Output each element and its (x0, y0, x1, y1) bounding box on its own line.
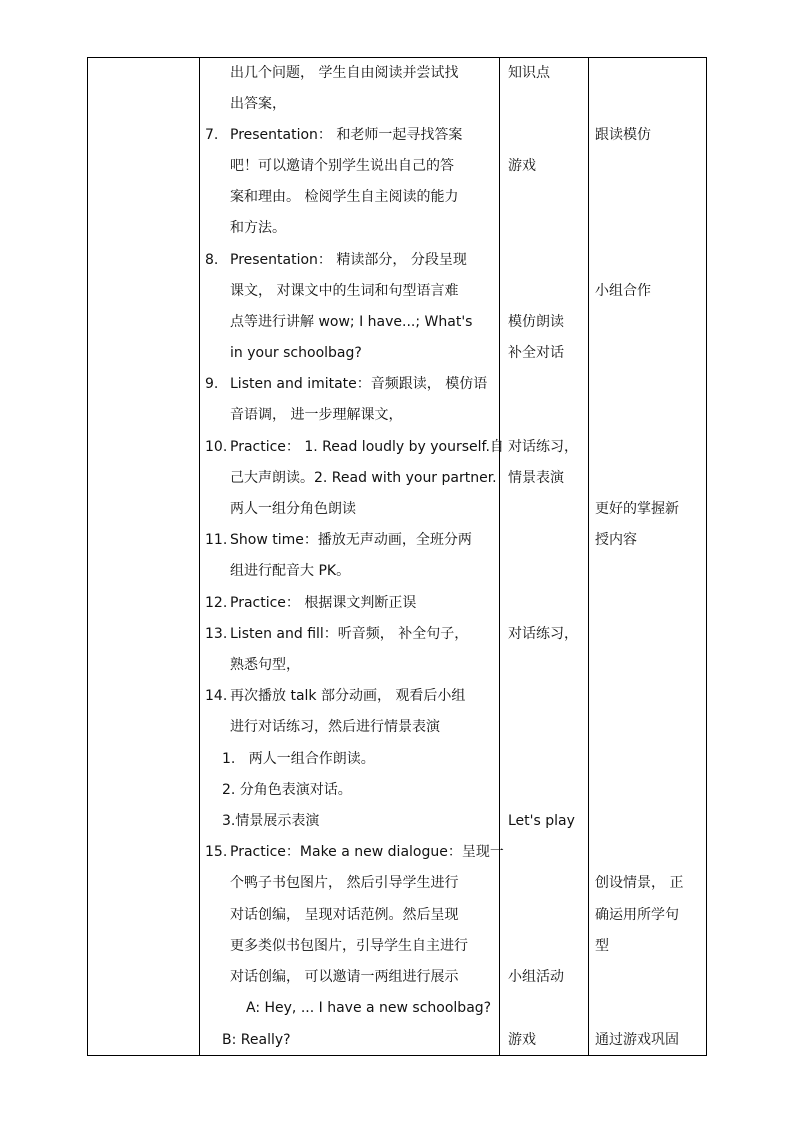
process-line: 再次播放 talk 部分动画， 观看后小组 (230, 688, 466, 704)
process-line: 对话创编， 可以邀请一两组进行展示 (230, 969, 459, 985)
process-subitem: 1. 两人一组合作朗读。 (222, 751, 375, 767)
column-divider (199, 58, 200, 1055)
process-line: 进行对话练习，然后进行情景表演 (230, 719, 440, 735)
step-number: 15. (205, 844, 228, 860)
process-line: Presentation： 精读部分， 分段呈现 (230, 252, 467, 268)
process-line: 课文， 对课文中的生词和句型语言难 (230, 283, 459, 299)
step-number: 7. (205, 127, 219, 143)
column-divider (499, 58, 500, 1055)
process-line: Listen and imitate：音频跟读， 模仿语 (230, 376, 488, 392)
process-line: in your schoolbag? (230, 345, 362, 361)
purpose-line: 型 (595, 938, 609, 954)
process-line: 更多类似书包图片，引导学生自主进行 (230, 938, 468, 954)
step-number: 10. (205, 439, 228, 455)
process-line: 案和理由。 检阅学生自主阅读的能力 (230, 189, 459, 205)
activity-line: 游戏 (508, 158, 536, 174)
purpose-line: 创设情景， 正 (595, 875, 684, 891)
process-subitem: 3.情景展示表演 (222, 813, 320, 829)
process-line: 熟悉句型， (230, 657, 300, 673)
purpose-line: 更好的掌握新 (595, 501, 679, 517)
activity-line: 对话练习， (508, 626, 578, 642)
activity-line: Let's play (508, 813, 575, 829)
step-number: 8. (205, 252, 219, 268)
process-subitem: 2. 分角色表演对话。 (222, 782, 352, 798)
process-line: 对话创编， 呈现对话范例。然后呈现 (230, 907, 459, 923)
process-line: Practice：Make a new dialogue：呈现一 (230, 844, 504, 860)
activity-line: 补全对话 (508, 345, 564, 361)
activity-line: 情景表演 (508, 470, 564, 486)
process-line: 音语调， 进一步理解课文， (230, 407, 403, 423)
purpose-line: 通过游戏巩固 (595, 1032, 679, 1048)
process-line: Presentation： 和老师一起寻找答案 (230, 127, 463, 143)
step-number: 9. (205, 376, 219, 392)
purpose-line: 小组合作 (595, 283, 651, 299)
activity-line: 模仿朗读 (508, 314, 564, 330)
step-number: 13. (205, 626, 228, 642)
process-line: 点等进行讲解 wow; I have...; What's (230, 314, 473, 330)
process-line: 己大声朗读。2. Read with your partner. (230, 470, 497, 486)
dialogue-line: B: Really? (222, 1032, 291, 1048)
column-divider (588, 58, 589, 1055)
process-line: 两人一组分角色朗读 (230, 501, 356, 517)
process-line: Listen and fill：听音频， 补全句子， (230, 626, 469, 642)
process-line: 吧！可以邀请个别学生说出自己的答 (230, 158, 454, 174)
process-line: Practice： 1. Read loudly by yourself.自 (230, 439, 504, 455)
step-number: 11. (205, 532, 228, 548)
activity-line: 对话练习， (508, 439, 578, 455)
activity-line: 知识点 (508, 65, 550, 81)
process-line: 和方法。 (230, 220, 286, 236)
purpose-line: 授内容 (595, 532, 637, 548)
activity-line: 游戏 (508, 1032, 536, 1048)
step-number: 12. (205, 595, 228, 611)
process-line: Show time：播放无声动画，全班分两 (230, 532, 472, 548)
process-line: Practice： 根据课文判断正误 (230, 595, 417, 611)
purpose-line: 确运用所学句 (595, 907, 679, 923)
process-line: 出几个问题， 学生自由阅读并尝试找 (230, 65, 459, 81)
step-number: 14. (205, 688, 228, 704)
purpose-line: 跟读模仿 (595, 127, 651, 143)
process-line: 个鸭子书包图片， 然后引导学生进行 (230, 875, 459, 891)
process-line: 组进行配音大 PK。 (230, 563, 351, 579)
dialogue-line: A: Hey, ... I have a new schoolbag? (246, 1000, 492, 1016)
activity-line: 小组活动 (508, 969, 564, 985)
process-line: 出答案， (230, 96, 286, 112)
